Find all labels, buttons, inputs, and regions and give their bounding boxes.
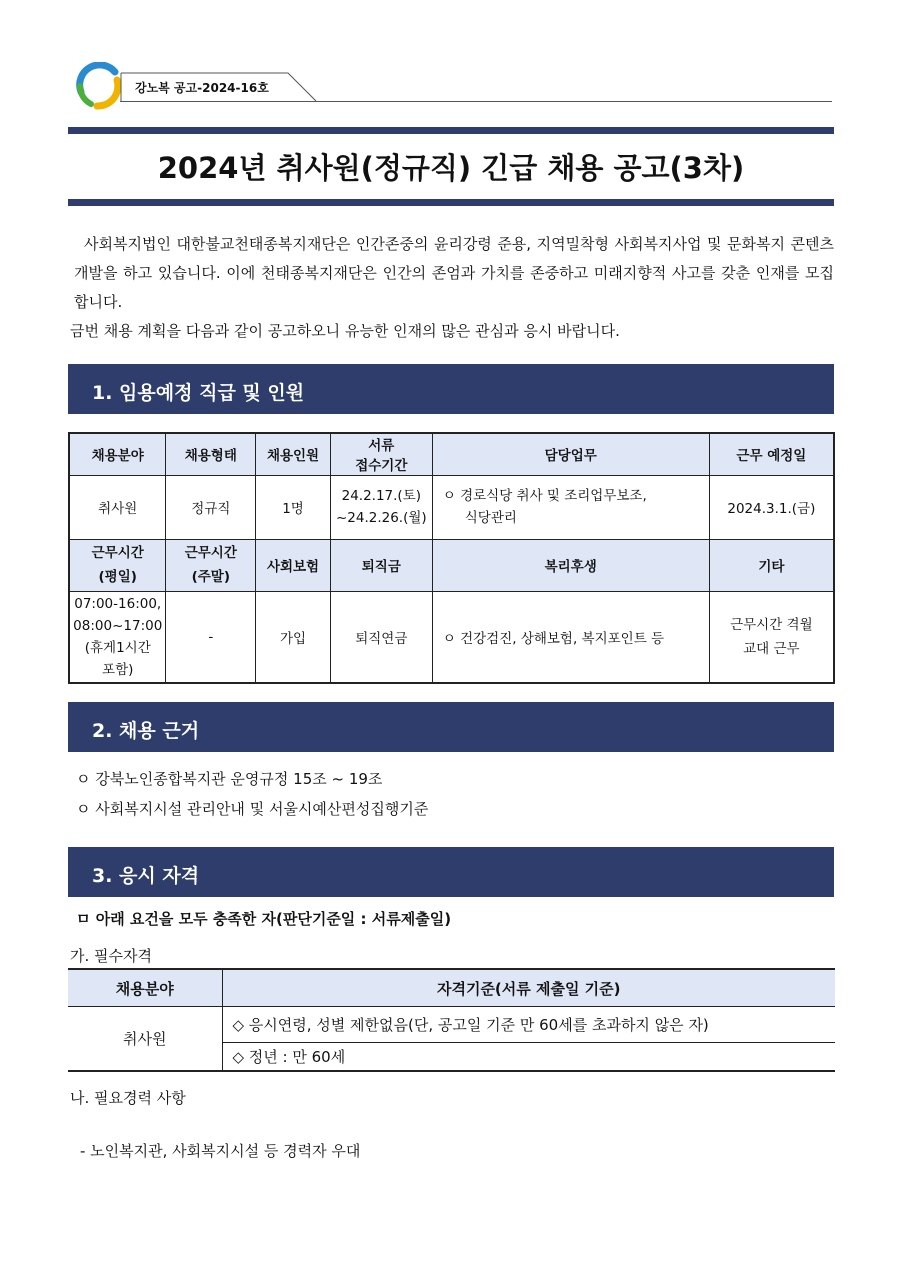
header-etc: 기타 — [709, 539, 834, 591]
header-insurance: 사회보험 — [256, 539, 331, 591]
header-start: 근무 예정일 — [709, 433, 834, 475]
table-header-row — [69, 539, 834, 591]
section-1-header: 1. 임용예정 직급 및 인원 — [68, 364, 834, 414]
cell-type: 정규직 — [166, 475, 256, 539]
header-period: 서류 접수기간 — [330, 433, 432, 475]
cell-weekday-hours: 07:00-16:00, 08:00~17:00 (휴게1시간 포함) — [69, 591, 166, 683]
career-label: 나. 필요경력 사항 — [70, 1089, 186, 1107]
header-welfare: 복리후생 — [432, 539, 709, 591]
table-row — [69, 475, 834, 539]
cell-insurance: 가입 — [256, 591, 331, 683]
cell-severance: 퇴직연금 — [330, 591, 432, 683]
cell-start: 2024.3.1.(금) — [709, 475, 834, 539]
basis-item: ㅇ 강북노인종합복지관 운영규정 15조 ~ 19조 — [76, 770, 383, 788]
cell-requirement: ◇ 정년 : 만 60세 — [222, 1043, 835, 1071]
cell-weekend-hours: - — [166, 591, 256, 683]
header-severance: 퇴직금 — [330, 539, 432, 591]
header-rule — [120, 101, 832, 102]
table-header-row — [68, 969, 835, 1007]
title-bar-bottom — [68, 199, 834, 206]
intro-text — [70, 230, 834, 346]
doc-number: 강노복 공고-2024-16호 — [135, 81, 269, 95]
header-type: 채용형태 — [166, 433, 256, 475]
header-field: 채용분야 — [69, 433, 166, 475]
required-qualification-label: 가. 필수자격 — [70, 947, 152, 965]
criteria-heading: ㅁ 아래 요건을 모두 충족한 자(판단기준일 : 서류제출일) — [76, 910, 452, 928]
organization-logo — [75, 62, 123, 110]
page-title: 2024년 취사원(정규직) 긴급 채용 공고(3차) — [157, 151, 745, 185]
header-weekend-hours: 근무시간 (주말) — [166, 539, 256, 591]
position-table — [68, 432, 835, 684]
cell-field: 취사원 — [68, 1007, 222, 1071]
table-row — [69, 591, 834, 683]
qualification-table — [68, 968, 835, 1072]
cell-welfare: ㅇ 건강검진, 상해보험, 복지포인트 등 — [432, 591, 709, 683]
header-weekday-hours: 근무시간 (평일) — [69, 539, 166, 591]
header-field: 채용분야 — [68, 969, 222, 1007]
header-count: 채용인원 — [256, 433, 331, 475]
cell-requirement: ◇ 응시연령, 성별 제한없음(단, 공고일 기준 만 60세를 초과하지 않은 자) — [222, 1007, 835, 1043]
section-2-header: 2. 채용 근거 — [68, 702, 834, 752]
intro-paragraph-2: 금번 채용 계획을 다음과 같이 공고하오니 유능한 인재의 많은 관심과 응시 바랍니다. — [70, 322, 620, 340]
header-duty: 담당업무 — [432, 433, 709, 475]
cell-etc: 근무시간 격월 교대 근무 — [709, 591, 834, 683]
section-3-header: 3. 응시 자격 — [68, 847, 834, 897]
basis-item: ㅇ 사회복지시설 관리안내 및 서울시예산편성집행기준 — [76, 800, 429, 818]
cell-count: 1명 — [256, 475, 331, 539]
table-row — [68, 1007, 835, 1043]
cell-duty: ㅇ 경로식당 취사 및 조리업무보조, 식당관리 — [432, 475, 709, 539]
cell-field: 취사원 — [69, 475, 166, 539]
career-item: - 노인복지관, 사회복지시설 등 경력자 우대 — [80, 1142, 361, 1160]
intro-paragraph-1: 사회복지법인 대한불교천태종복지재단은 인간존중의 윤리강령 준용, 지역밀착형 사회복지사업 및 문화복지 콘텐츠 개발을 하고 있습니다. 이에 천태종복지재단은 인간의 존엄과 가치를 존중하고 미래지향적 사고를 갖춘 인재를 모집합니다. — [74, 235, 834, 311]
table-header-row — [69, 433, 834, 475]
title-bar-top — [68, 127, 834, 134]
cell-period: 24.2.17.(토) ~24.2.26.(월) — [330, 475, 432, 539]
header-criteria: 자격기준(서류 제출일 기준) — [222, 969, 835, 1007]
